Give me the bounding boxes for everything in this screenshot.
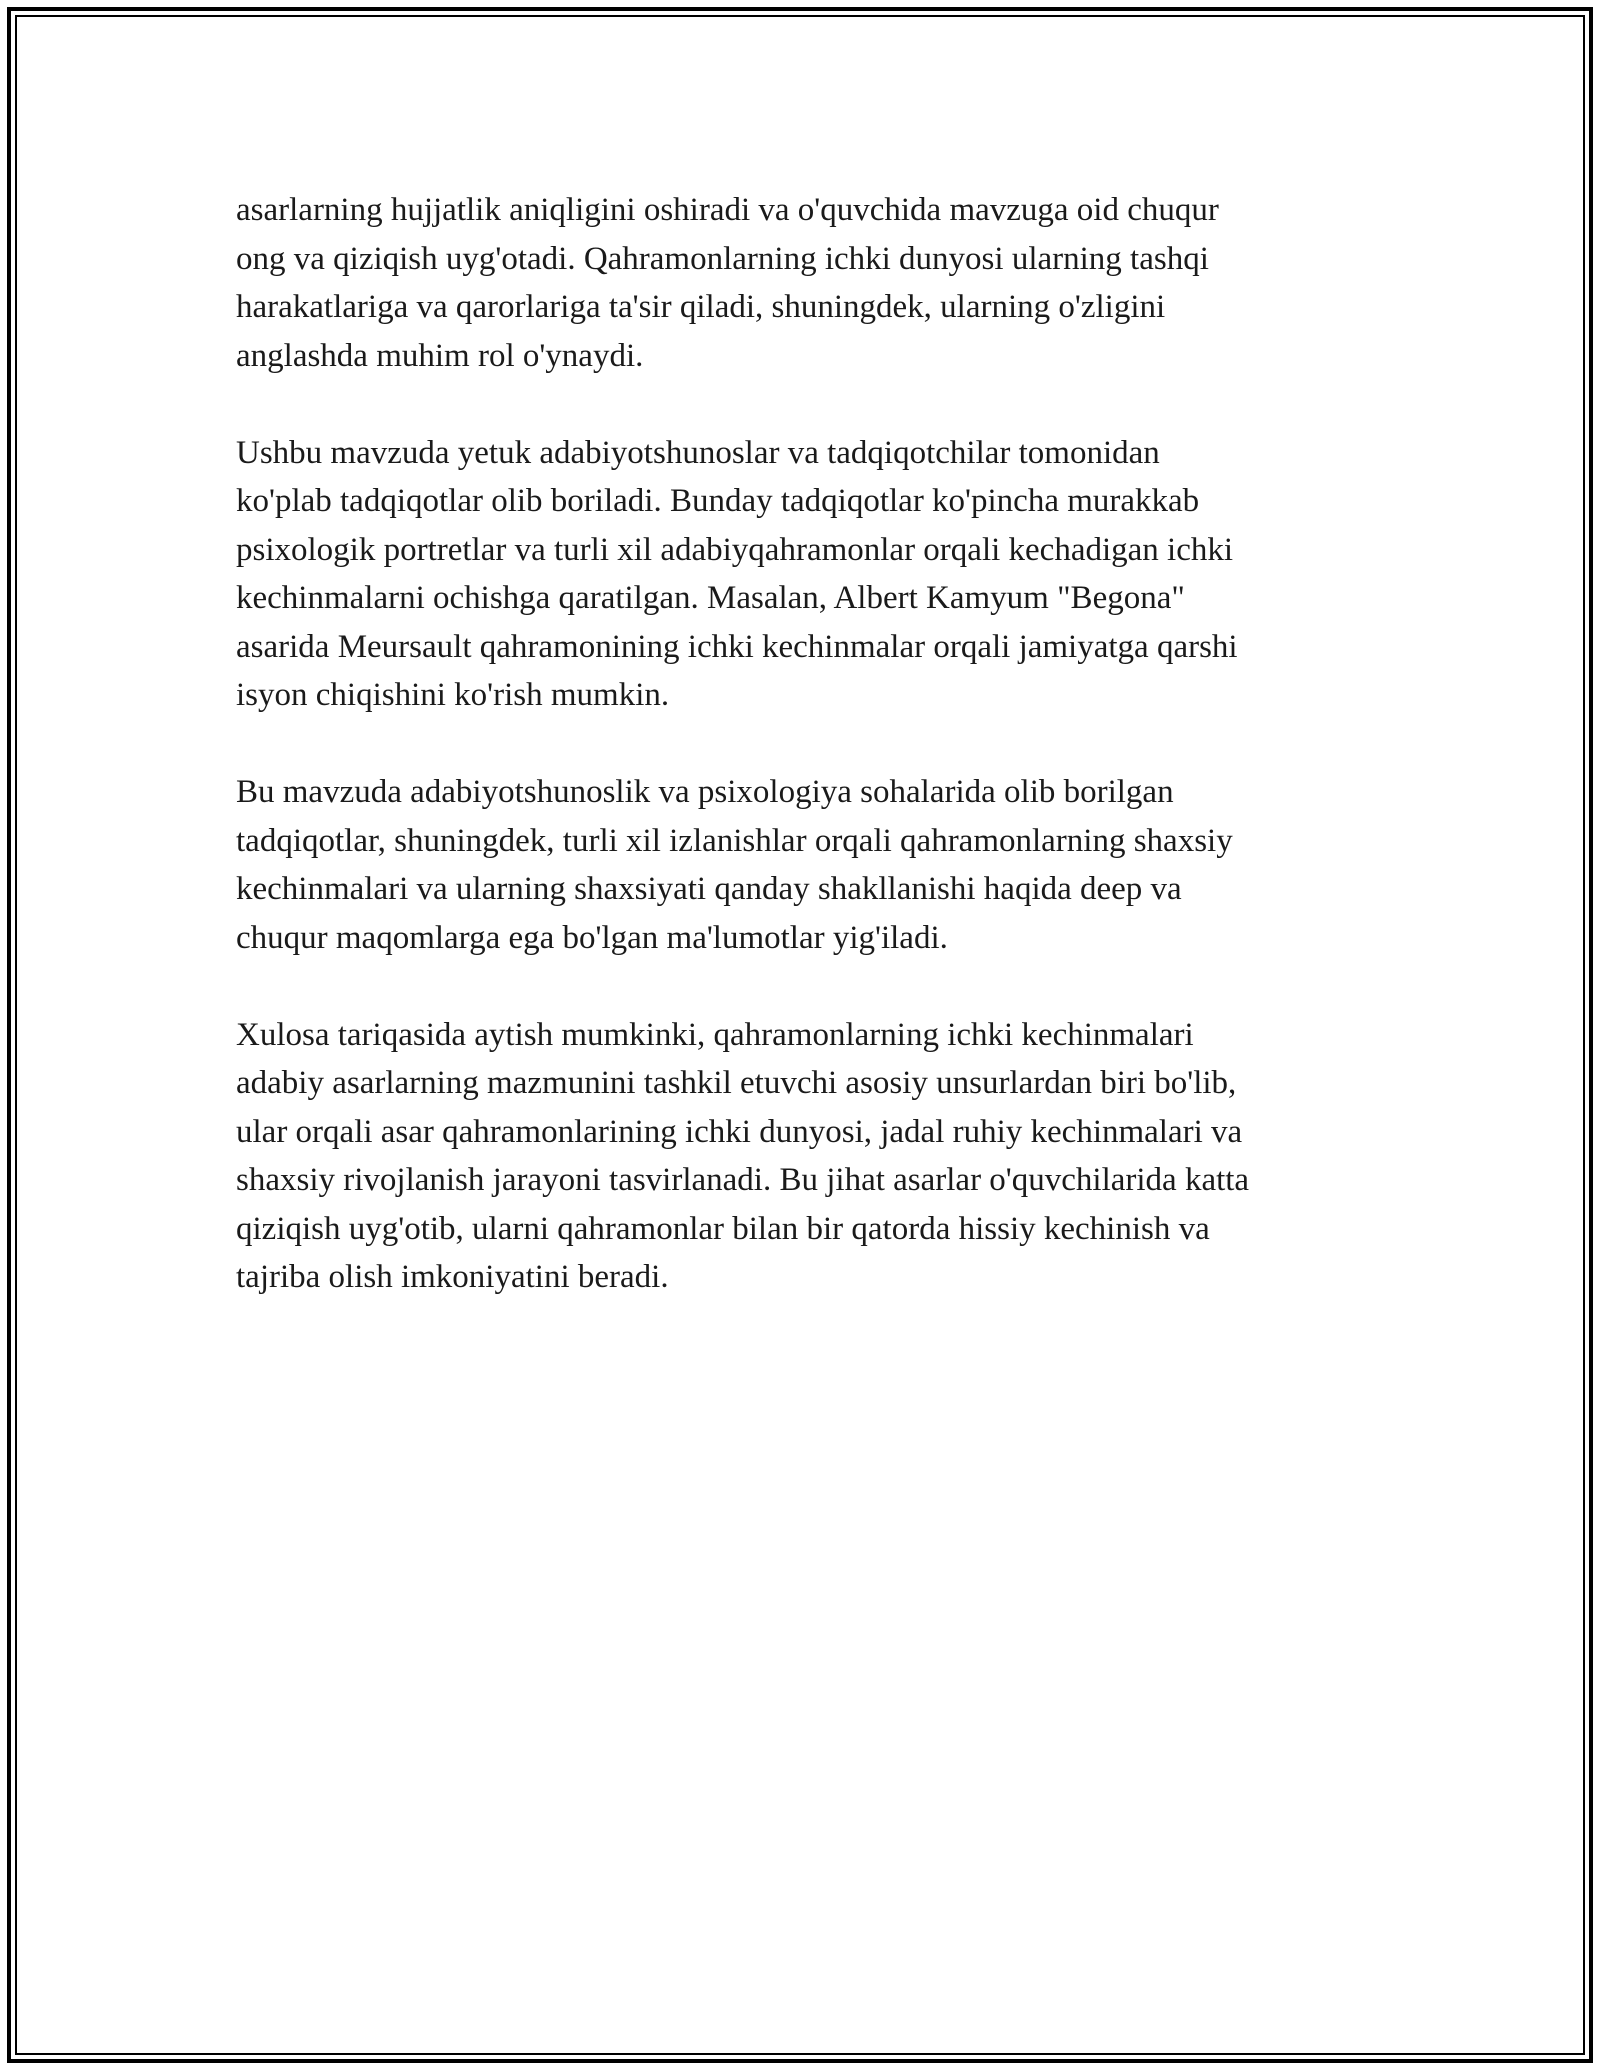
paragraph-4: Xulosa tariqasida aytish mumkinki, qahramonlarning ichki kechinmalari adabiy asarlarning mazmunini tashkil etuvchi asosiy unsurlardan biri bo'lib, ular orqali asar qahramonlarining ichki dunyosi, jadal ruhiy kechinmalari va shaxsiy rivojlanish jarayoni tasvirlanadi. Bu jihat asarlar o'quvchilarida katta qiziqish uyg'otib, ularni qahramonlar bilan bir qatorda hissiy kechinish va tajriba olish imkoniyatini beradi.	[236, 1016, 1250, 1295]
paragraph-1: asarlarning hujjatlik aniqligini oshiradi va o'quvchida mavzuga oid chuqur ong va qiziqish uyg'otadi. Qahramonlarning ichki dunyosi ularning tashqi harakatlariga va qarorlariga ta'sir qiladi, shuningdek, ularning o'zligini anglashda muhim rol o'ynaydi.	[236, 192, 1219, 374]
document-body	[236, 186, 1376, 1350]
paragraph-2: Ushbu mavzuda yetuk adabiyotshunoslar va tadqiqotchilar tomonidan ko'plab tadqiqotlar olib boriladi. Bunday tadqiqotlar ko'pincha murakkab psixologik portretlar va turli xil adabiyqahramonlar orqali kechadigan ichki kechinmalarni ochishga qaratilgan. Masalan, Albert Kamyum "Begona" asarida Meursault qahramonining ichki kechinmalar orqali jamiyatga qarshi isyon chiqishini ko'rish mumkin.	[236, 434, 1238, 713]
paragraph-3: Bu mavzuda adabiyotshunoslik va psixologiya sohalarida olib borilgan tadqiqotlar, shuningdek, turli xil izlanishlar orqali qahramonlarning shaxsiy kechinmalari va ularning shaxsiyati qanday shakllanishi haqida deep va chuqur maqomlarga ega bo'lgan ma'lumotlar yig'iladi.	[236, 774, 1233, 956]
